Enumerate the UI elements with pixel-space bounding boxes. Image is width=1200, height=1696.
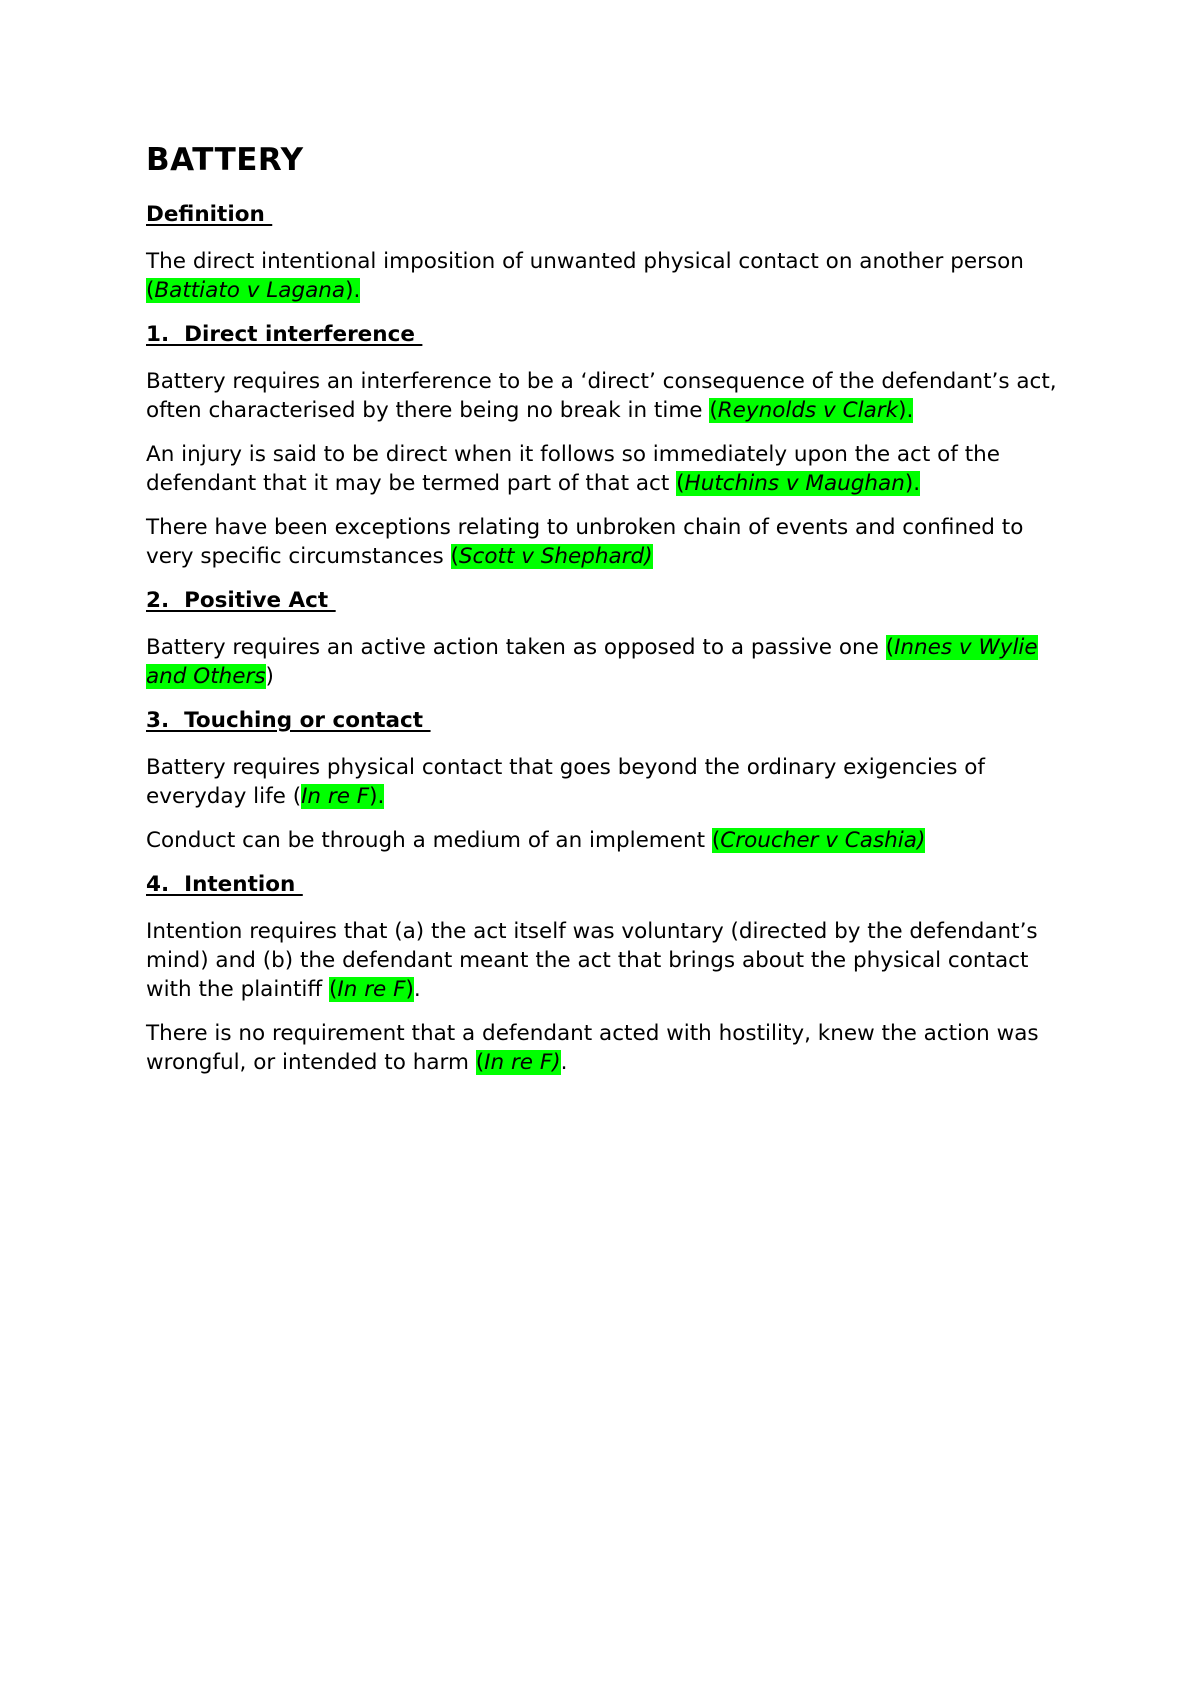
case-name: In re F	[337, 977, 406, 1002]
section-definition	[146, 200, 1076, 305]
paragraph: Intention requires that (a) the act itself was voluntary (directed by the defendant’s mind) and (b) the defendant meant the act that brings about the physical contact with the plaintiff (In re F).	[146, 919, 1038, 1002]
section-direct-interference	[146, 320, 1076, 571]
case-citation-highlight: (In re F)	[329, 977, 414, 1002]
case-citation-highlight: (Innes v Wylie and Others	[146, 635, 1038, 689]
section-intention	[146, 870, 1076, 1077]
case-name: Reynolds v Clark	[717, 398, 899, 423]
case-citation-highlight: (Reynolds v Clark).	[709, 398, 914, 423]
paragraph: Battery requires physical contact that goes beyond the ordinary exigencies of everyday life (In re F).	[146, 755, 985, 809]
case-name: Battiato v Lagana	[154, 278, 346, 303]
section-positive-act	[146, 586, 1076, 691]
case-name: Croucher v Cashia)	[720, 828, 926, 853]
case-citation-highlight: (Battiato v Lagana).	[146, 278, 361, 303]
paragraph: Battery requires an interference to be a ‘direct’ consequence of the defendant’s act, often characterised by there being no break in time (Reynolds v Clark).	[146, 369, 1057, 423]
paragraph: An injury is said to be direct when it follows so immediately upon the act of the defendant that it may be termed part of that act (Hutchins v Maughan).	[146, 442, 1000, 496]
case-citation-highlight: (In re F)	[475, 1050, 561, 1075]
case-name: Innes v Wylie and Others	[146, 635, 1038, 689]
section-heading: 3. Touching or contact	[146, 708, 431, 733]
case-citation-highlight: In re F).	[301, 784, 385, 809]
paragraph: The direct intentional imposition of unwanted physical contact on another person (Battiato v Lagana).	[146, 249, 1024, 303]
section-heading: 2. Positive Act	[146, 588, 336, 613]
case-citation-highlight: (Scott v Shephard)	[450, 544, 653, 569]
section-touching-or-contact	[146, 706, 1076, 855]
paragraph: Battery requires an active action taken as opposed to a passive one (Innes v Wylie and Others)	[146, 635, 1038, 689]
case-name: Hutchins v Maughan	[684, 471, 905, 496]
case-name: Scott v Shephard)	[458, 544, 653, 569]
case-citation-highlight: (Hutchins v Maughan).	[676, 471, 921, 496]
paragraph: Conduct can be through a medium of an implement (Croucher v Cashia)	[146, 828, 926, 853]
paragraph: There have been exceptions relating to unbroken chain of events and confined to very specific circumstances (Scott v Shephard)	[146, 515, 1024, 569]
paragraph: There is no requirement that a defendant acted with hostility, knew the action was wrongful, or intended to harm (In re F).	[146, 1021, 1039, 1075]
case-name: In re F	[301, 784, 370, 809]
case-name: In re F)	[484, 1050, 561, 1075]
section-heading: 4. Intention	[146, 872, 303, 897]
document-title: BATTERY	[146, 142, 304, 178]
section-heading: Definition	[146, 202, 273, 227]
case-citation-highlight: (Croucher v Cashia)	[711, 828, 926, 853]
section-heading: 1. Direct interference	[146, 322, 423, 347]
document-page	[146, 140, 1076, 1092]
